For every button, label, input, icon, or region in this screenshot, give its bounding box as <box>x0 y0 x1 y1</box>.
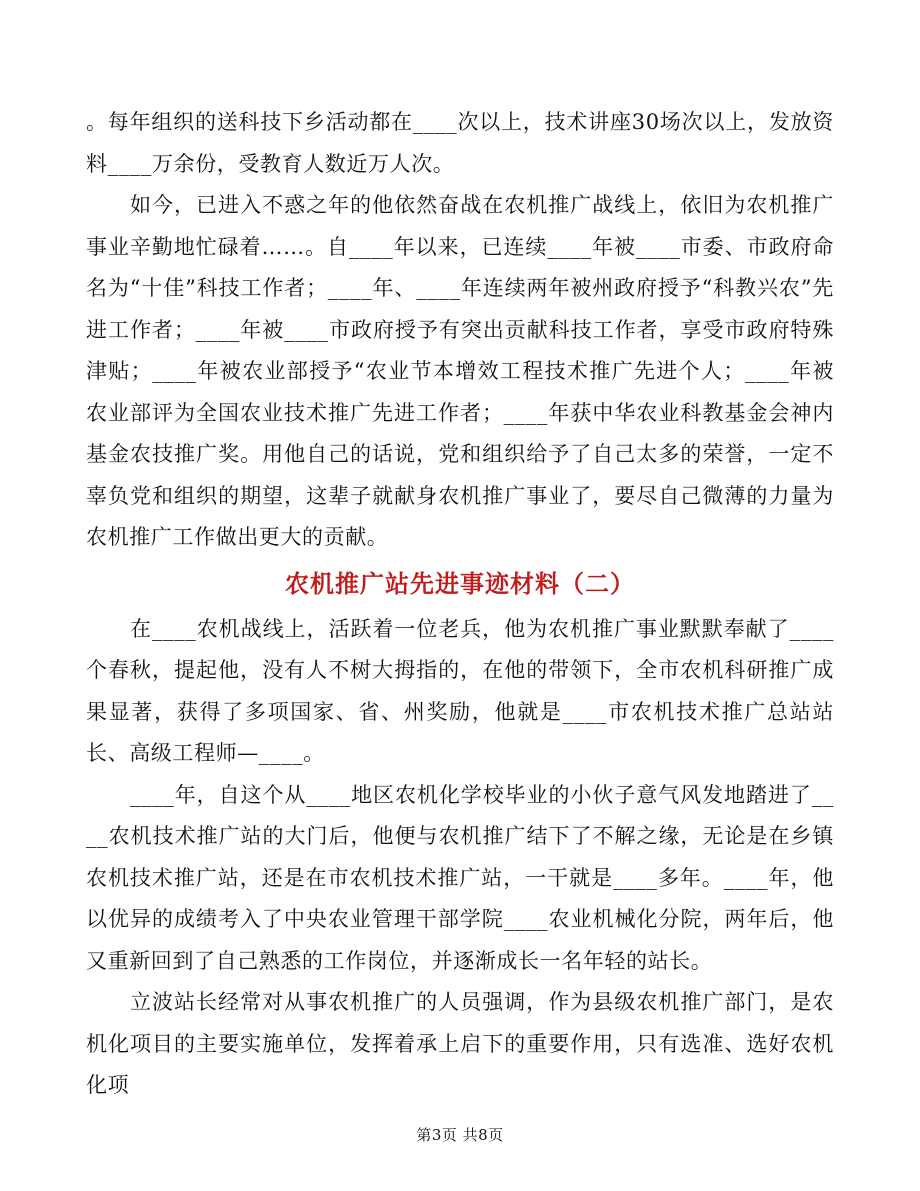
section-title: 农机推广站先进事迹材料（二） <box>285 568 635 598</box>
paragraph-work-philosophy: 立波站长经常对从事农机推广的人员强调，作为县级农机推广部门，是农机化项目的主要实施单位，发挥着承上启下的重要作用，只有选准、选好农机化项 <box>86 990 834 1097</box>
paragraph-honors: 如今，已进入不惑之年的他依然奋战在农机推广战线上，依旧为农机推广事业辛勤地忙碌着……。自____年以来，已连续____年被____市委、市政府命名为“十佳”科技工作者；____年、____年连续两年被州政府授予“科教兴农”先进工作者；____年被____市政府授予有突出贡献科技工作者，享受市政府特殊津贴；____年被农业部授予“农业节本增效工程技术推广先进个人；____年被农业部评为全国农业技术推广先进工作者；____年获中华农业科教基金会神内基金农技推广奖。用他自己的话说，党和组织给予了自己太多的荣誉，一定不辜负党和组织的期望，这辈子就献身农机推广事业了，要尽自己微薄的力量为农机推广工作做出更大的贡献。 <box>86 193 834 549</box>
paragraph-intro: 在____农机战线上，活跃着一位老兵，他为农机推广事业默默奉献了____个春秋，提起他，没有人不树大拇指的，在他的带领下，全市农机科研推广成果显著，获得了多项国家、省、州奖励，他就是____市农机技术推广总站站长、高级工程师—____。 <box>86 616 834 765</box>
page-footer: 第3页 共8页 <box>416 1126 504 1144</box>
document-body <box>86 102 834 1107</box>
paragraph-career: ____年，自这个从____地区农机化学校毕业的小伙子意气风发地踏进了____农机技术推广站的大门后，他便与农机推广结下了不解之缘，无论是在乡镇农机技术推广站，还是在市农机技术推广站，一干就是____多年。____年，他以优异的成绩考入了中央农业管理干部学院____农业机械化分院，两年后，他又重新回到了自己熟悉的工作岗位，并逐渐成长一名年轻的站长。 <box>86 782 834 973</box>
paragraph-continuation: 。每年组织的送科技下乡活动都在____次以上，技术讲座30场次以上，发放资料____万余份，受教育人数近万人次。 <box>86 110 834 176</box>
